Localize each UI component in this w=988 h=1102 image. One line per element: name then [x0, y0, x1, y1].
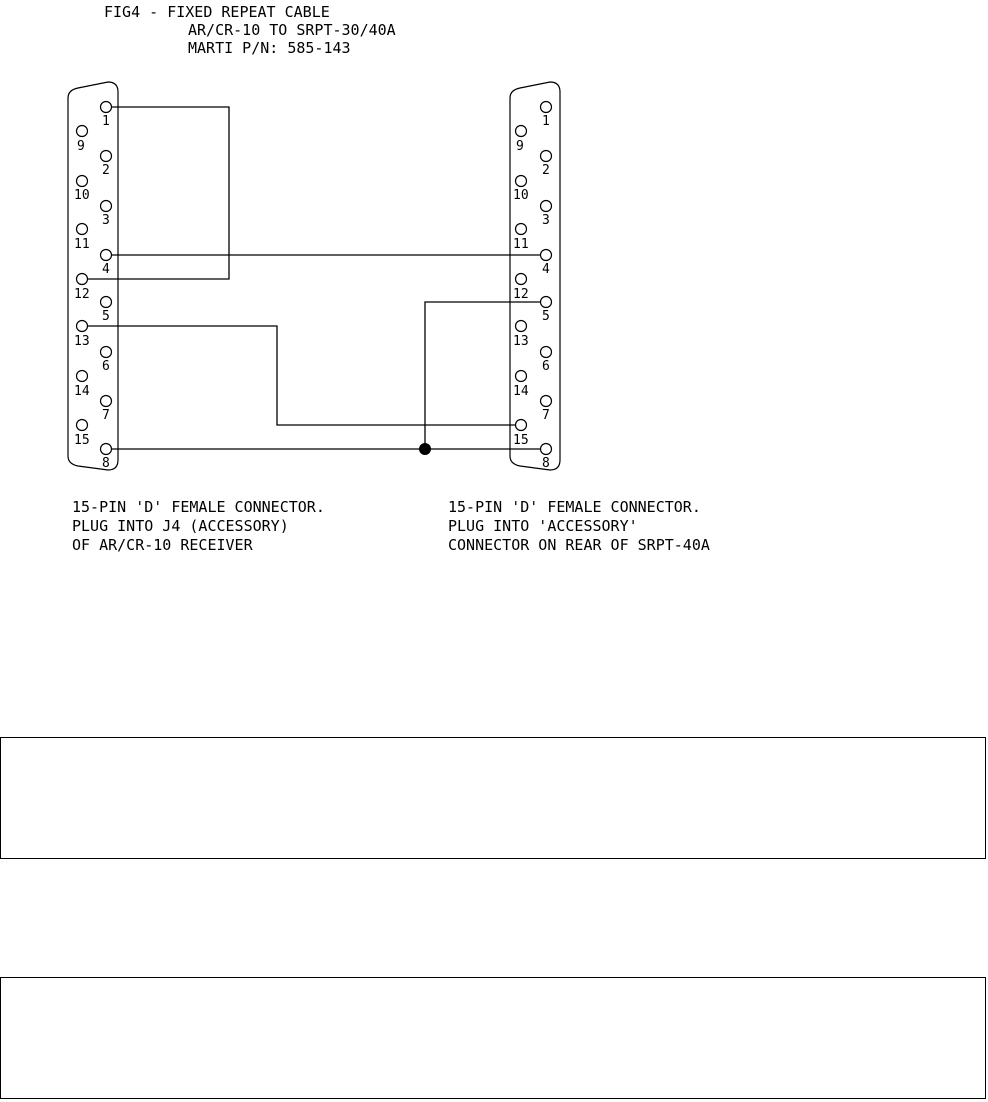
title-line-2: AR/CR-10 TO SRPT-30/40A	[188, 21, 396, 39]
right-pin-label-13: 13	[513, 334, 529, 349]
right-pin-15	[516, 420, 527, 431]
left-connector-caption	[72, 498, 325, 554]
junction-dot	[419, 443, 431, 455]
wire-left-13-to-right-15	[88, 326, 515, 425]
right-pin-6	[541, 347, 552, 358]
left-pin-label-15: 15	[74, 433, 90, 448]
left-pin-9	[77, 126, 88, 137]
right-pin-label-5: 5	[542, 309, 550, 324]
right-connector-caption	[448, 498, 710, 554]
left-pin-label-11: 11	[74, 237, 90, 252]
left-connector-shell	[68, 82, 118, 470]
left-pin-label-3: 3	[102, 213, 110, 228]
empty-note-box-1	[0, 737, 986, 859]
right-pin-label-14: 14	[513, 384, 529, 399]
right-pin-7	[541, 396, 552, 407]
right-pin-13	[516, 321, 527, 332]
right-pin-label-4: 4	[542, 262, 550, 277]
right-pin-12	[516, 274, 527, 285]
left-caption-line-2: PLUG INTO J4 (ACCESSORY)	[72, 517, 289, 535]
left-pin-label-6: 6	[102, 359, 110, 374]
left-pin-label-13: 13	[74, 334, 90, 349]
left-pin-3	[101, 201, 112, 212]
left-pin-label-5: 5	[102, 309, 110, 324]
left-pin-12	[77, 274, 88, 285]
right-pin-label-12: 12	[513, 287, 529, 302]
left-pin-label-14: 14	[74, 384, 90, 399]
left-caption-line-1: 15-PIN 'D' FEMALE CONNECTOR.	[72, 498, 325, 516]
left-pin-label-12: 12	[74, 287, 90, 302]
right-pin-label-7: 7	[542, 408, 550, 423]
right-pin-14	[516, 371, 527, 382]
right-pin-label-1: 1	[542, 114, 550, 129]
left-pin-label-4: 4	[102, 262, 110, 277]
right-pin-10	[516, 176, 527, 187]
left-pin-7	[101, 396, 112, 407]
left-pin-8	[101, 444, 112, 455]
right-caption-line-1: 15-PIN 'D' FEMALE CONNECTOR.	[448, 498, 701, 516]
right-pin-9	[516, 126, 527, 137]
right-pin-label-9: 9	[516, 139, 524, 154]
left-pin-6	[101, 347, 112, 358]
left-pin-5	[101, 297, 112, 308]
right-pin-3	[541, 201, 552, 212]
right-connector	[510, 82, 560, 471]
right-pin-label-15: 15	[513, 433, 529, 448]
title-line-3: MARTI P/N: 585-143	[188, 39, 351, 57]
right-pin-11	[516, 224, 527, 235]
left-pin-14	[77, 371, 88, 382]
figure-title	[104, 3, 396, 57]
empty-note-box-2	[0, 977, 986, 1099]
left-pin-label-1: 1	[102, 114, 110, 129]
left-pin-1	[101, 102, 112, 113]
right-pin-label-8: 8	[542, 456, 550, 471]
right-pin-label-10: 10	[513, 188, 529, 203]
right-pin-label-3: 3	[542, 213, 550, 228]
left-pin-label-10: 10	[74, 188, 90, 203]
right-caption-line-3: CONNECTOR ON REAR OF SRPT-40A	[448, 536, 710, 554]
right-pin-label-11: 11	[513, 237, 529, 252]
left-caption-line-3: OF AR/CR-10 RECEIVER	[72, 536, 253, 554]
left-pin-label-7: 7	[102, 408, 110, 423]
left-pin-2	[101, 151, 112, 162]
left-pin-label-2: 2	[102, 163, 110, 178]
left-pin-label-8: 8	[102, 456, 110, 471]
right-pin-label-2: 2	[542, 163, 550, 178]
right-pin-1	[541, 102, 552, 113]
right-pin-label-6: 6	[542, 359, 550, 374]
left-pin-10	[77, 176, 88, 187]
left-pin-11	[77, 224, 88, 235]
title-line-1: FIG4 - FIXED REPEAT CABLE	[104, 3, 330, 21]
right-pin-2	[541, 151, 552, 162]
left-connector	[68, 82, 118, 471]
left-pin-label-9: 9	[77, 139, 85, 154]
right-caption-line-2: PLUG INTO 'ACCESSORY'	[448, 517, 638, 535]
right-pin-8	[541, 444, 552, 455]
left-pin-4	[101, 250, 112, 261]
wires	[88, 107, 540, 455]
left-pin-13	[77, 321, 88, 332]
left-pin-15	[77, 420, 88, 431]
right-pin-5	[541, 297, 552, 308]
right-pin-4	[541, 250, 552, 261]
